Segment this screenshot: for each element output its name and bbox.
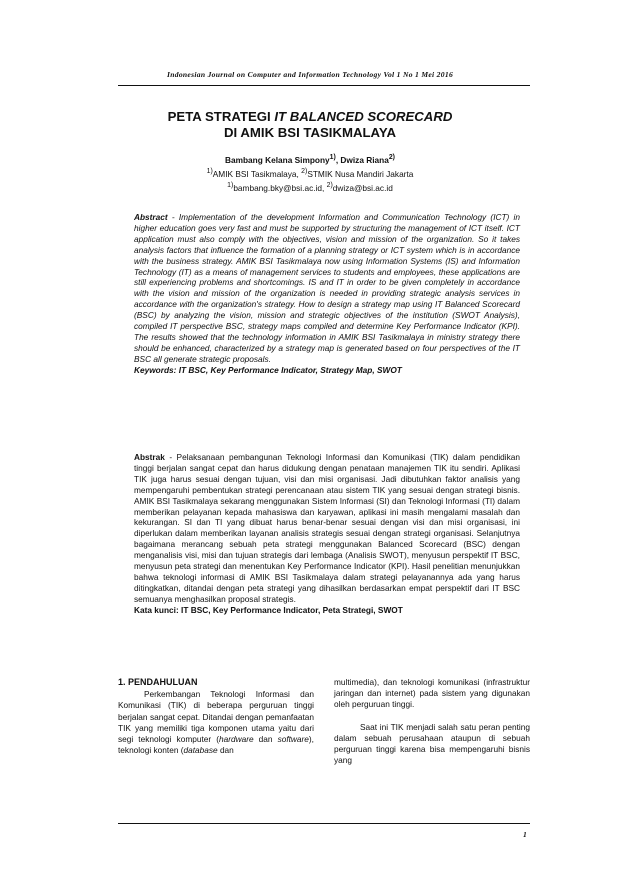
paragraph: Saat ini TIK menjadi salah satu peran penting dalam sebuah perusahaan ataupun di sebuah perguruan tinggi karena bisa mempengaruhi bisnis yang: [334, 721, 530, 766]
para-text: ), teknologi konten (: [118, 734, 314, 756]
title-italic: IT BALANCED SCORECARD: [274, 109, 453, 124]
para-italic: database: [183, 745, 218, 756]
affiliations: [0, 166, 620, 180]
paper-title: [0, 109, 620, 141]
para-text: dan: [217, 745, 234, 756]
email-2: dwiza@bsi.ac.id: [332, 182, 393, 193]
email-1: bambang.bky@bsi.ac.id,: [233, 182, 327, 193]
keywords: Keywords: IT BSC, Key Performance Indicator, Strategy Map, SWOT: [134, 364, 402, 375]
email-sup-2: 2): [326, 181, 333, 189]
email-sup-1: 1): [227, 181, 234, 189]
paragraph: multimedia), dan teknologi komunikasi (infrastruktur jaringan dan internet) pada sistem yang digunakan oleh perguruan tinggi.: [334, 677, 530, 710]
kata-kunci: Kata kunci: IT BSC, Key Performance Indicator, Peta Strategi, SWOT: [134, 604, 403, 615]
para-text: dan: [253, 734, 278, 745]
para-italic: software: [277, 734, 309, 745]
affil-sup-1: 1): [206, 167, 213, 175]
abstract-english-body: [134, 212, 520, 365]
body-column-left: [118, 677, 314, 756]
affiliation-1: AMIK BSI Tasikmalaya,: [212, 168, 302, 179]
author-block: [0, 152, 620, 193]
body-column-right: [334, 677, 530, 766]
affiliation-2: STMIK Nusa Mandiri Jakarta: [307, 168, 414, 179]
abstrak-label: Abstrak: [134, 452, 165, 462]
author-names: [0, 152, 620, 166]
running-head: Indonesian Journal on Computer and Information Technology Vol 1 No 1 Mei 2016: [166, 70, 454, 79]
author-1: Bambang Kelana Simpony: [225, 154, 330, 165]
author-2-sup: 2): [388, 154, 395, 161]
emails: [0, 180, 620, 194]
header-rule: [118, 85, 530, 86]
title-line2: DI AMIK BSI TASIKMALAYA: [224, 125, 396, 140]
abstract-english: [134, 212, 520, 376]
para-italic: hardware: [218, 734, 254, 745]
abstract-indonesian-body: [134, 452, 520, 605]
abstract-label: Abstract: [134, 212, 168, 222]
abstract-text: - Implementation of the development Information and Communication Technology (ICT) in higher education goes very fast and must be supported by structuring the management of ICT itself. ICT application must also comply with the objectives, vision and mission of the organization. So it takes analysis factors that influence the formation of a planning strategy or ICT system which is in accordance with the business strategy. AMIK BSI Tasikmalaya now using Information Systems (IS) and Information Technology (IT) as a means of management services to students and employees, these applications are still experiencing problems and shortcomings. IS and IT in order to be given completely in accordance with the vision and mission of the organization is needed in providing strategic analysis services in accordance with the organization's strategy. How to design a strategy map using IT Balanced Scorecard (BSC) by analyzing the vision, mission and strategic objectives of the institution (SWOT Analysis), compiled IT perspective BSC, strategy maps compiled and determine Key Performance Indicator (KPI). The results showed that the technology information in AMIK BSI Tasikmalaya in ministry strategy there should be enhanced, characterized by a strategy map is generated based on four perspectives of the IT BSC all generate strategic proposals.: [134, 212, 520, 364]
page-number: 1: [523, 830, 527, 839]
section-heading: 1. PENDAHULUAN: [118, 677, 198, 687]
abstrak-text: - Pelaksanaan pembangunan Teknologi Informasi dan Komunikasi (TIK) dalam pendidikan tinggi berjalan sangat cepat dan harus didukung dengan penataan manajemen TIK itu sendiri. Aplikasi TIK juga harus sesuai dengan tujuan, visi dan misi organisasi. Jadi dibutuhkan faktor analisis yang mempengaruhi pembentukan strategi perencanaan atau sistem TIK yang sesuai dengan strategi bisnis. AMIK BSI Tasikmalaya sekarang menggunakan Sistem Informasi (SI) dan Teknologi Informasi (TI) dalam memberikan pelayanan kepada mahasiswa dan karyawan, aplikasi ini masih mengalami masalah dan kekurangan. SI dan TI yang dibuat harus benar-benar sesuai dengan visi dan misi organisasi, ini diperlukan dalam memberikan layanan analisis strategis sesuai dengan strategi organisasi. Selanjutnya bagaimana merancang sebuah peta strategi menggunakan Balanced Scorecard (BSC) dengan menganalisis visi, misi dan tujuan strategis dari lembaga (Analisis SWOT), menyusun perspektif IT BSC, menyusun peta strategi dan menentukan Key Performance Indicator (KPI). Hasil penelitian menunjukkan bahwa teknologi informasi di AMIK BSI Tasikmalaya dalam strategi pelayanannya ada yang harus ditingkatkan, ditandai dengan peta strategi yang dihasilkan berdasarkan empat perspektif dari IT BSC semuanya menghasilkan proposal strategis.: [134, 452, 520, 604]
footer-rule: [118, 823, 530, 824]
author-2: , Dwiza Riana: [335, 154, 389, 165]
paragraph: [118, 689, 314, 756]
para-text: Perkembangan Teknologi Informasi dan Komunikasi (TIK) di beberapa perguruan tinggi berjalan sangat cepat. Ditandai dengan pemanfaatan TIK yang memiliki tiga komponen utama yaitu dari segi teknologi komputer (: [118, 689, 314, 745]
abstract-indonesian: [134, 452, 520, 616]
author-1-sup: 1): [329, 154, 336, 161]
title-prefix: PETA STRATEGI: [167, 109, 275, 124]
affil-sup-2: 2): [301, 167, 308, 175]
